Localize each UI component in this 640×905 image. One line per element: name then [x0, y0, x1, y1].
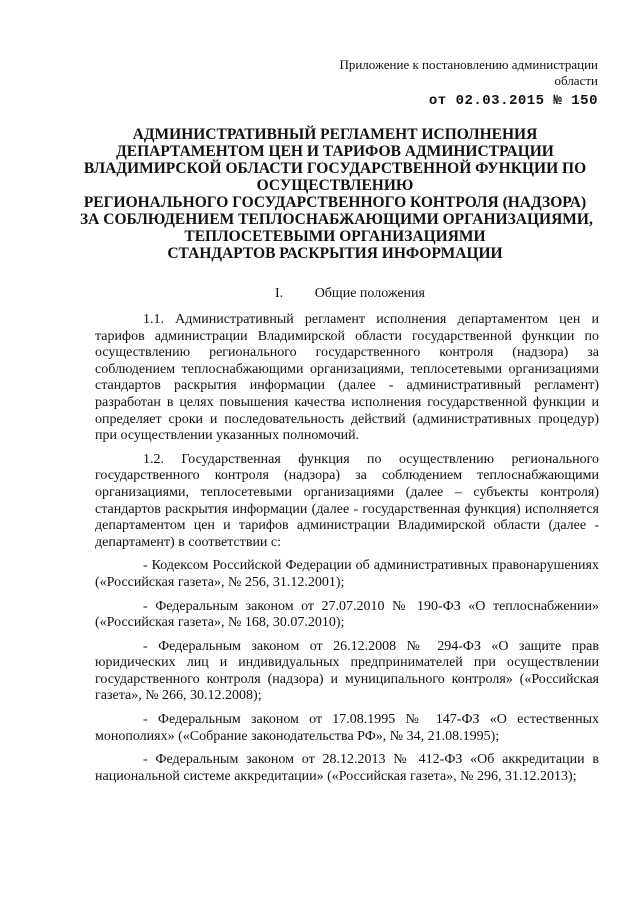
- section-number: I.: [275, 286, 284, 301]
- list-item: - Федеральным законом от 27.07.2010 № 190-ФЗ «О теплоснабжении» («Российская газета», № 168, 30.07.2010);: [95, 598, 599, 631]
- title-line: ВЛАДИМИРСКОЙ ОБЛАСТИ ГОСУДАРСТВЕННОЙ ФУНКЦИИ ПО: [83, 160, 587, 177]
- title-line: СТАНДАРТОВ РАСКРЫТИЯ ИНФОРМАЦИИ: [167, 245, 503, 262]
- paragraph: 1.2. Государственная функция по осуществлению регионального государственного контроля (надзора) за соблюдением теплоснабжающими организациями, теплосетевыми организациями (далее – субъекты контроля) стандартов раскрытия информации (далее - государственная функция) исполняется департаментом цен и тарифов администрации Владимирской области (далее - департамент) в соответствии с:: [95, 451, 599, 550]
- list-item: - Кодексом Российской Федерации об административных правонарушениях («Российская газета», № 256, 31.12.2001);: [95, 558, 599, 590]
- title-line: ТЕПЛОСЕТЕВЫМИ ОРГАНИЗАЦИЯМИ: [184, 228, 486, 245]
- list-item: - Федеральным законом от 17.08.1995 № 147-ФЗ «О естественных монополиях» («Собрание законодательства РФ», № 34, 21.08.1995);: [95, 712, 599, 744]
- title-line: ОСУЩЕСТВЛЕНИЮ: [256, 177, 414, 194]
- document-title: [80, 126, 593, 262]
- header-region-line: области: [554, 73, 598, 88]
- title-line: РЕГИОНАЛЬНОГО ГОСУДАРСТВЕННОГО КОНТРОЛЯ (НАДЗОРА): [83, 194, 587, 211]
- title-line: ДЕПАРТАМЕНТОМ ЦЕН И ТАРИФОВ АДМИНИСТРАЦИИ: [116, 143, 554, 160]
- title-line: ЗА СОБЛЮДЕНИЕМ ТЕПЛОСНАБЖАЮЩИМИ ОРГАНИЗАЦИЯМИ,: [80, 211, 593, 228]
- document-header: [338, 57, 598, 109]
- header-appendix-line: Приложение к постановлению администрации: [339, 57, 598, 72]
- section-title: Общие положения: [314, 286, 425, 301]
- section-heading: [200, 286, 500, 302]
- document-body: [95, 312, 599, 792]
- date-number-stamp: от 02.03.2015 № 150: [428, 93, 598, 109]
- list-item: - Федеральным законом от 28.12.2013 № 412-ФЗ «Об аккредитации в национальной системе аккредитации» («Российская газета», № 296, 31.12.2013);: [95, 752, 599, 784]
- paragraph: 1.1. Административный регламент исполнения департаментом цен и тарифов администрации Владимирской области государственной функции по осуществлению регионального государственного контроля (надзора) за соблюдением теплоснабжающими организациями, теплосетевыми организациями стандартов раскрытия информации (далее - административный регламент) разработан в целях повышения качества исполнения государственной функции и определяет сроки и последовательность действий (административных процедур) при осуществлении указанных полномочий.: [95, 312, 599, 444]
- list-item: - Федеральным законом от 26.12.2008 № 294-ФЗ «О защите прав юридических лиц и индивидуальных предпринимателей при осуществлении государственного контроля (надзора) и муниципального контроля» («Российская газета», № 266, 30.12.2008);: [95, 638, 599, 704]
- title-line: АДМИНИСТРАТИВНЫЙ РЕГЛАМЕНТ ИСПОЛНЕНИЯ: [132, 126, 538, 143]
